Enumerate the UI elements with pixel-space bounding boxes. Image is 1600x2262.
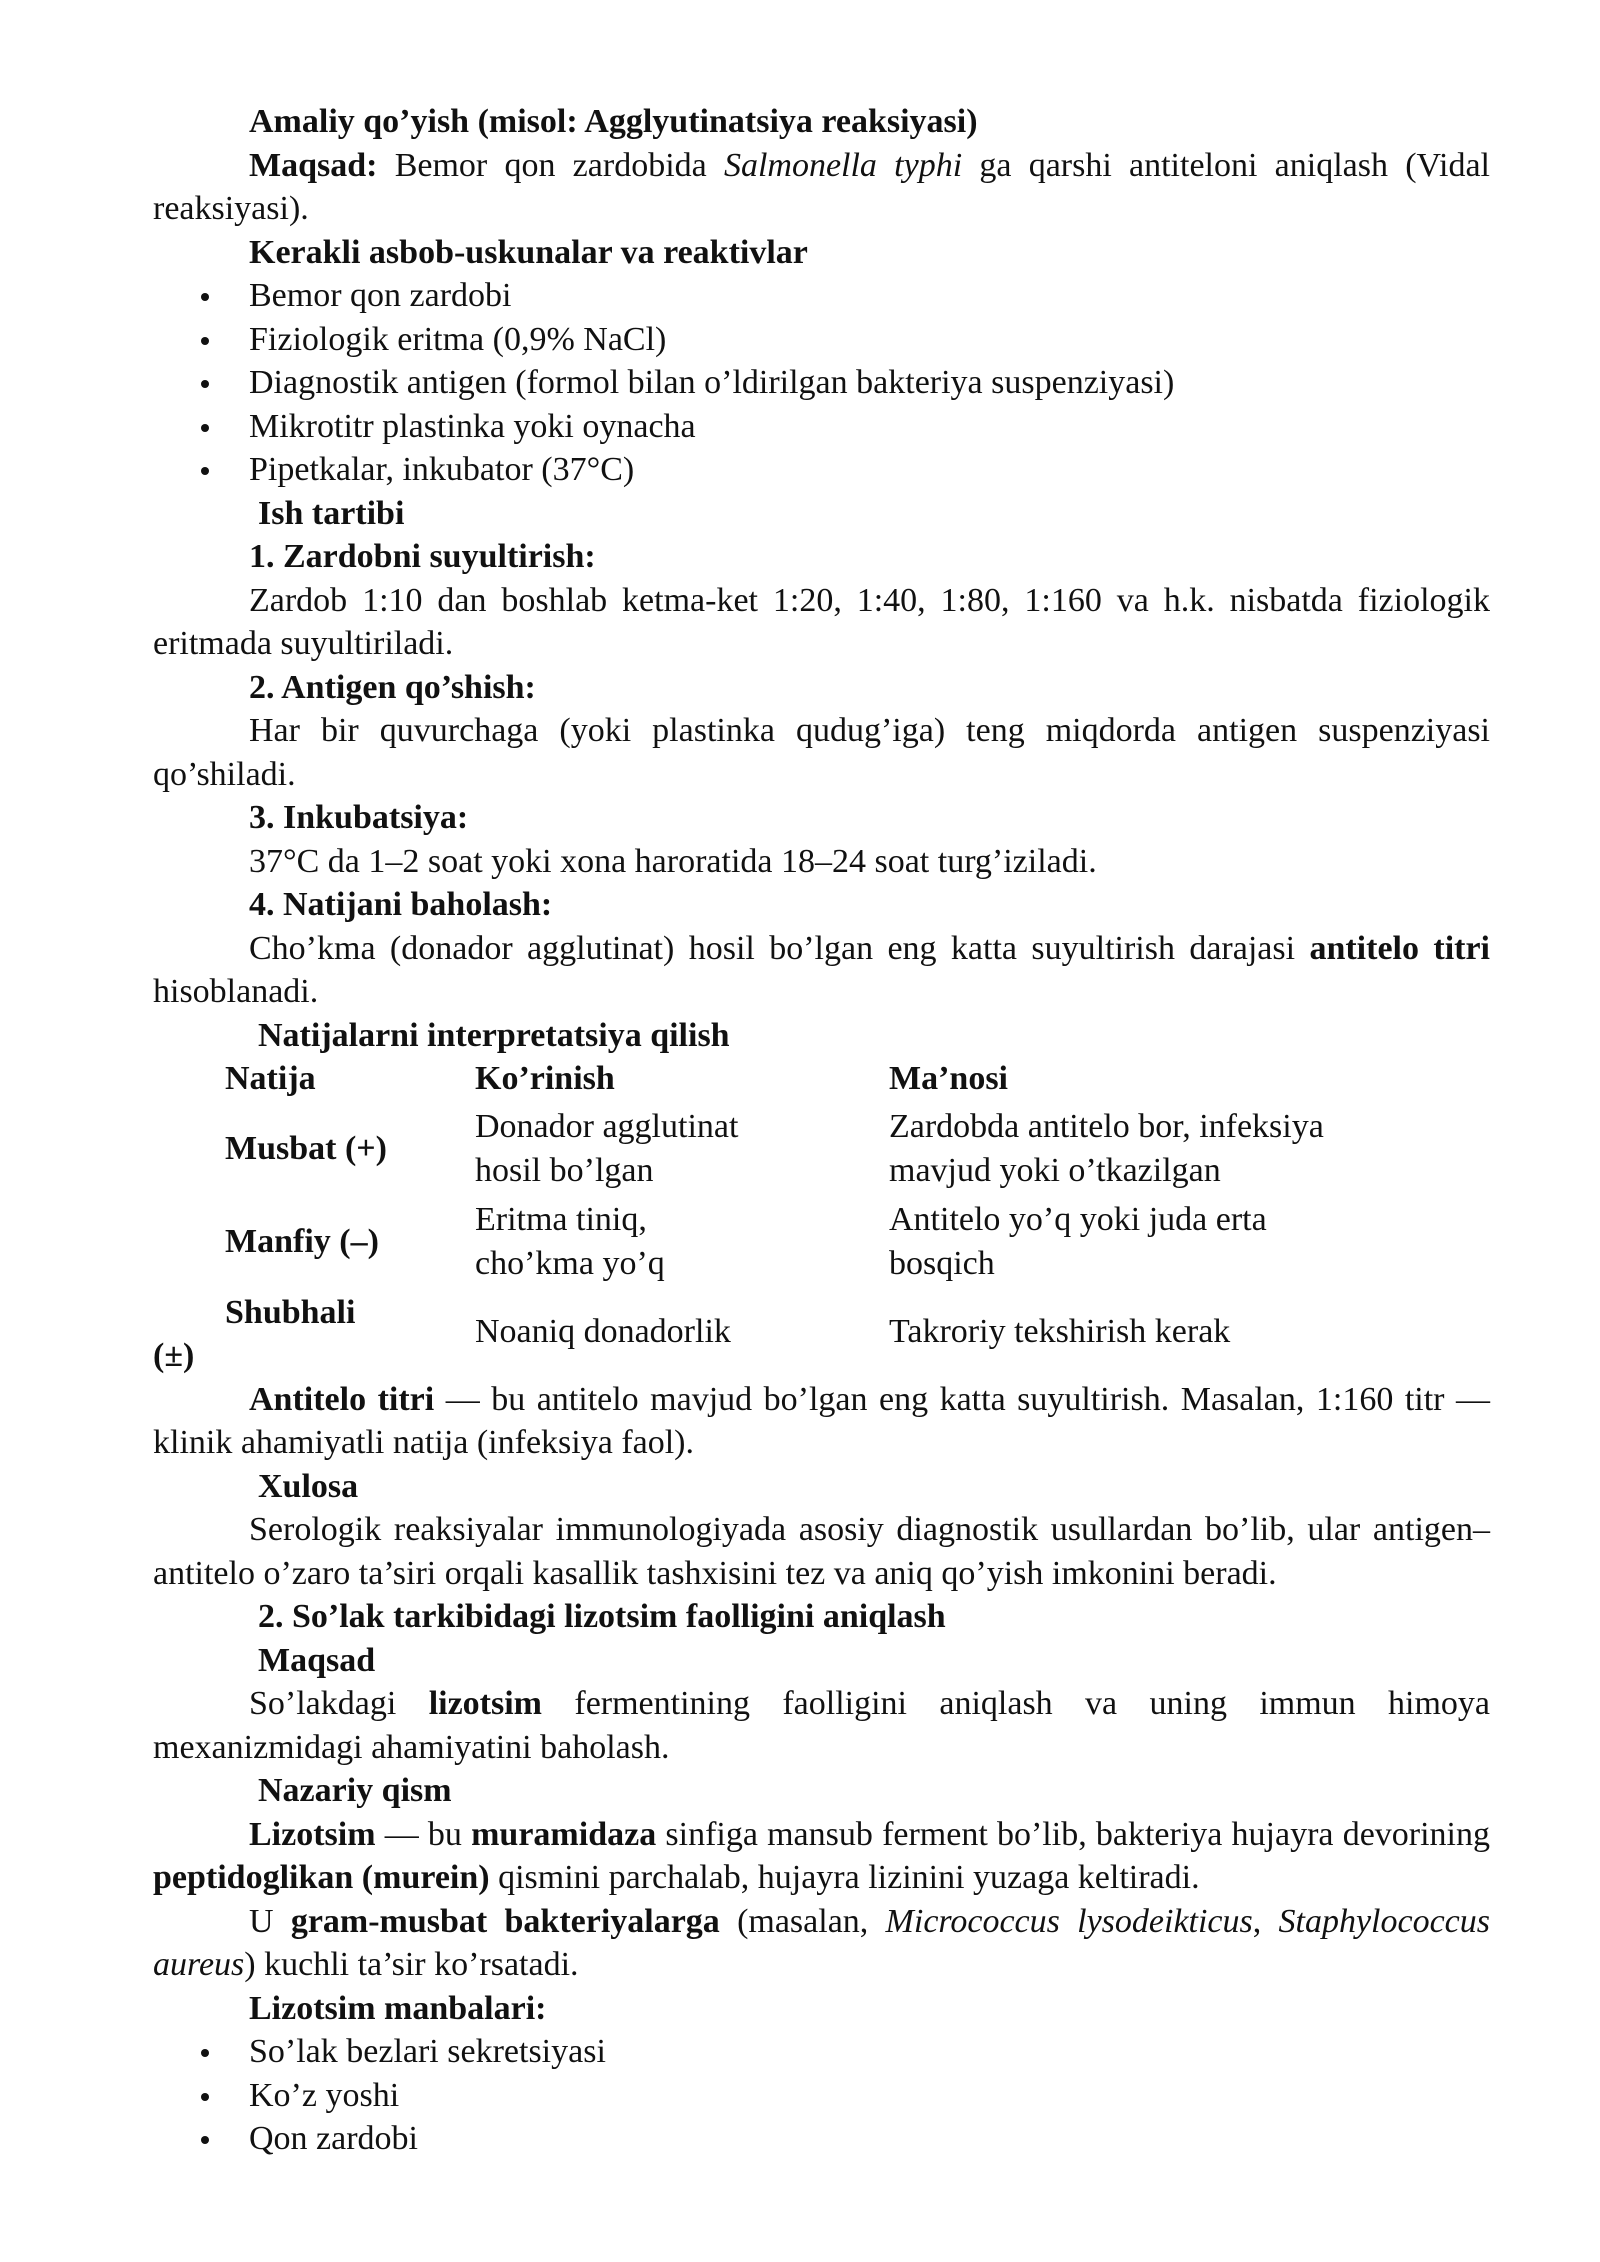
lysozyme-heading: 2. So’lak tarkibidagi lizotsim faolligini aniqlash	[258, 1598, 946, 1635]
equipment-list	[153, 274, 1490, 492]
list-item: Pipetkalar, inkubator (37°C)	[153, 448, 1490, 492]
table-header-row	[153, 1057, 1489, 1101]
interpretation-table	[153, 1057, 1489, 1378]
list-item: Qon zardobi	[153, 2117, 1490, 2161]
step2-title: 2. Antigen qo’shish:	[249, 668, 536, 706]
practical-heading: Amaliy qo’yish (misol: Agglyutinatsiya reaksiyasi)	[249, 103, 978, 140]
step4-text: Cho’kma (donador agglutinat) hosil bo’lgan eng katta suyultirish darajasi antitelo titri hisoblanadi.	[153, 929, 1491, 1010]
lysozyme-goal-heading: Maqsad	[258, 1641, 376, 1679]
organism-name: Salmonella typhi	[723, 146, 963, 184]
bullet-icon	[201, 380, 209, 388]
bullet-icon	[201, 293, 209, 301]
bullet-icon	[201, 2136, 209, 2144]
titer-term: Antitelo titri	[249, 1380, 435, 1418]
list-item: Diagnostik antigen (formol bilan o’ldirilgan bakteriya suspenziyasi)	[153, 361, 1490, 405]
sources-heading: Lizotsim manbalari:	[249, 1989, 547, 2027]
table-row	[153, 1101, 1489, 1197]
bullet-icon	[201, 424, 209, 432]
meaning-cell: Antitelo yo’q yoki juda erta bosqich	[889, 1201, 1267, 1282]
table-row	[153, 1287, 1489, 1378]
sources-list	[153, 2030, 1490, 2161]
lysozyme-term: lizotsim	[428, 1685, 542, 1722]
list-item: So’lak bezlari sekretsiyasi	[153, 2030, 1490, 2074]
result-cell: Shubhali (±)	[153, 1293, 356, 1374]
bullet-icon	[201, 2093, 209, 2101]
appearance-cell: Donador agglutinat hosil bo’lgan	[475, 1108, 739, 1189]
result-cell: Manfiy (–)	[225, 1222, 379, 1260]
step1-text: Zardob 1:10 dan boshlab ketma-ket 1:20, 1:40, 1:80, 1:160 va h.k. nisbatda fiziologik eritmada suyultiriladi.	[153, 581, 1490, 662]
column-header-appearance: Ko’rinish	[475, 1060, 615, 1097]
meaning-cell: Zardobda antitelo bor, infeksiya mavjud yoki o’tkazilgan	[889, 1108, 1324, 1189]
result-cell: Musbat (+)	[225, 1129, 387, 1167]
document-page	[153, 100, 1490, 2161]
list-item: Bemor qon zardobi	[153, 274, 1490, 318]
list-item: Ko’z yoshi	[153, 2074, 1490, 2118]
titer-definition: Antitelo titri — bu antitelo mavjud bo’lgan eng katta suyultirish. Masalan, 1:160 titr — klinik ahamiyatli natija (infeksiya faol).	[153, 1380, 1490, 1461]
step3-text: 37°C da 1–2 soat yoki xona haroratida 18–24 soat turg’iziladi.	[249, 842, 1097, 880]
goal-paragraph: Maqsad: Bemor qon zardobida Salmonella typhi ga qarshi antiteloni aniqlash (Vidal reaksiyasi).	[153, 146, 1491, 227]
bullet-icon	[201, 2049, 209, 2057]
step2-text: Har bir quvurchaga (yoki plastinka qudug’iga) teng miqdorda antigen suspenziyasi qo’shiladi.	[153, 712, 1490, 793]
column-header-result: Natija	[225, 1060, 316, 1097]
interpretation-heading: Natijalarni interpretatsiya qilish	[258, 1016, 730, 1054]
column-header-meaning: Ma’nosi	[889, 1060, 1008, 1097]
conclusion-text: Serologik reaksiyalar immunologiyada asosiy diagnostik usullardan bo’lib, ular antigen–antitelo o’zaro ta’siri orqali kasallik tashxisini tez va aniq qo’yish imkonini beradi.	[153, 1511, 1490, 1592]
meaning-cell: Takroriy tekshirish kerak	[889, 1313, 1231, 1351]
list-item: Fiziologik eritma (0,9% NaCl)	[153, 318, 1490, 362]
procedure-heading: Ish tartibi	[258, 494, 405, 532]
step3-title: 3. Inkubatsiya:	[249, 799, 469, 836]
theory-paragraph-2: U gram-musbat bakteriyalarga (masalan, Micrococcus lysodeikticus, Staphylococcus aureus) kuchli ta’sir ko’rsatadi.	[153, 1902, 1491, 1983]
appearance-cell: Eritma tiniq, cho’kma yo’q	[475, 1201, 665, 1282]
theory-paragraph-1: Lizotsim — bu muramidaza sinfiga mansub ferment bo’lib, bakteriya hujayra devorining peptidoglikan (murein) qismini parchalab, hujayra lizinini yuzaga keltiradi.	[153, 1815, 1490, 1896]
equipment-heading: Kerakli asbob-uskunalar va reaktivlar	[249, 233, 808, 271]
bullet-icon	[201, 467, 209, 475]
lysozyme-goal-text: So’lakdagi lizotsim fermentining faolligini aniqlash va uning immun himoya mexanizmidagi ahamiyatini baholash.	[153, 1685, 1491, 1766]
goal-label: Maqsad:	[249, 146, 378, 184]
conclusion-heading: Xulosa	[258, 1467, 359, 1505]
appearance-cell: Noaniq donadorlik	[475, 1313, 731, 1351]
step4-title: 4. Natijani baholash:	[249, 886, 553, 923]
bullet-icon	[201, 337, 209, 345]
theory-heading: Nazariy qism	[258, 1772, 452, 1809]
table-row	[153, 1197, 1489, 1287]
antibody-titer-term: antitelo titri	[1309, 929, 1491, 967]
step1-title: 1. Zardobni suyultirish:	[249, 538, 596, 575]
list-item: Mikrotitr plastinka yoki oynacha	[153, 405, 1490, 449]
